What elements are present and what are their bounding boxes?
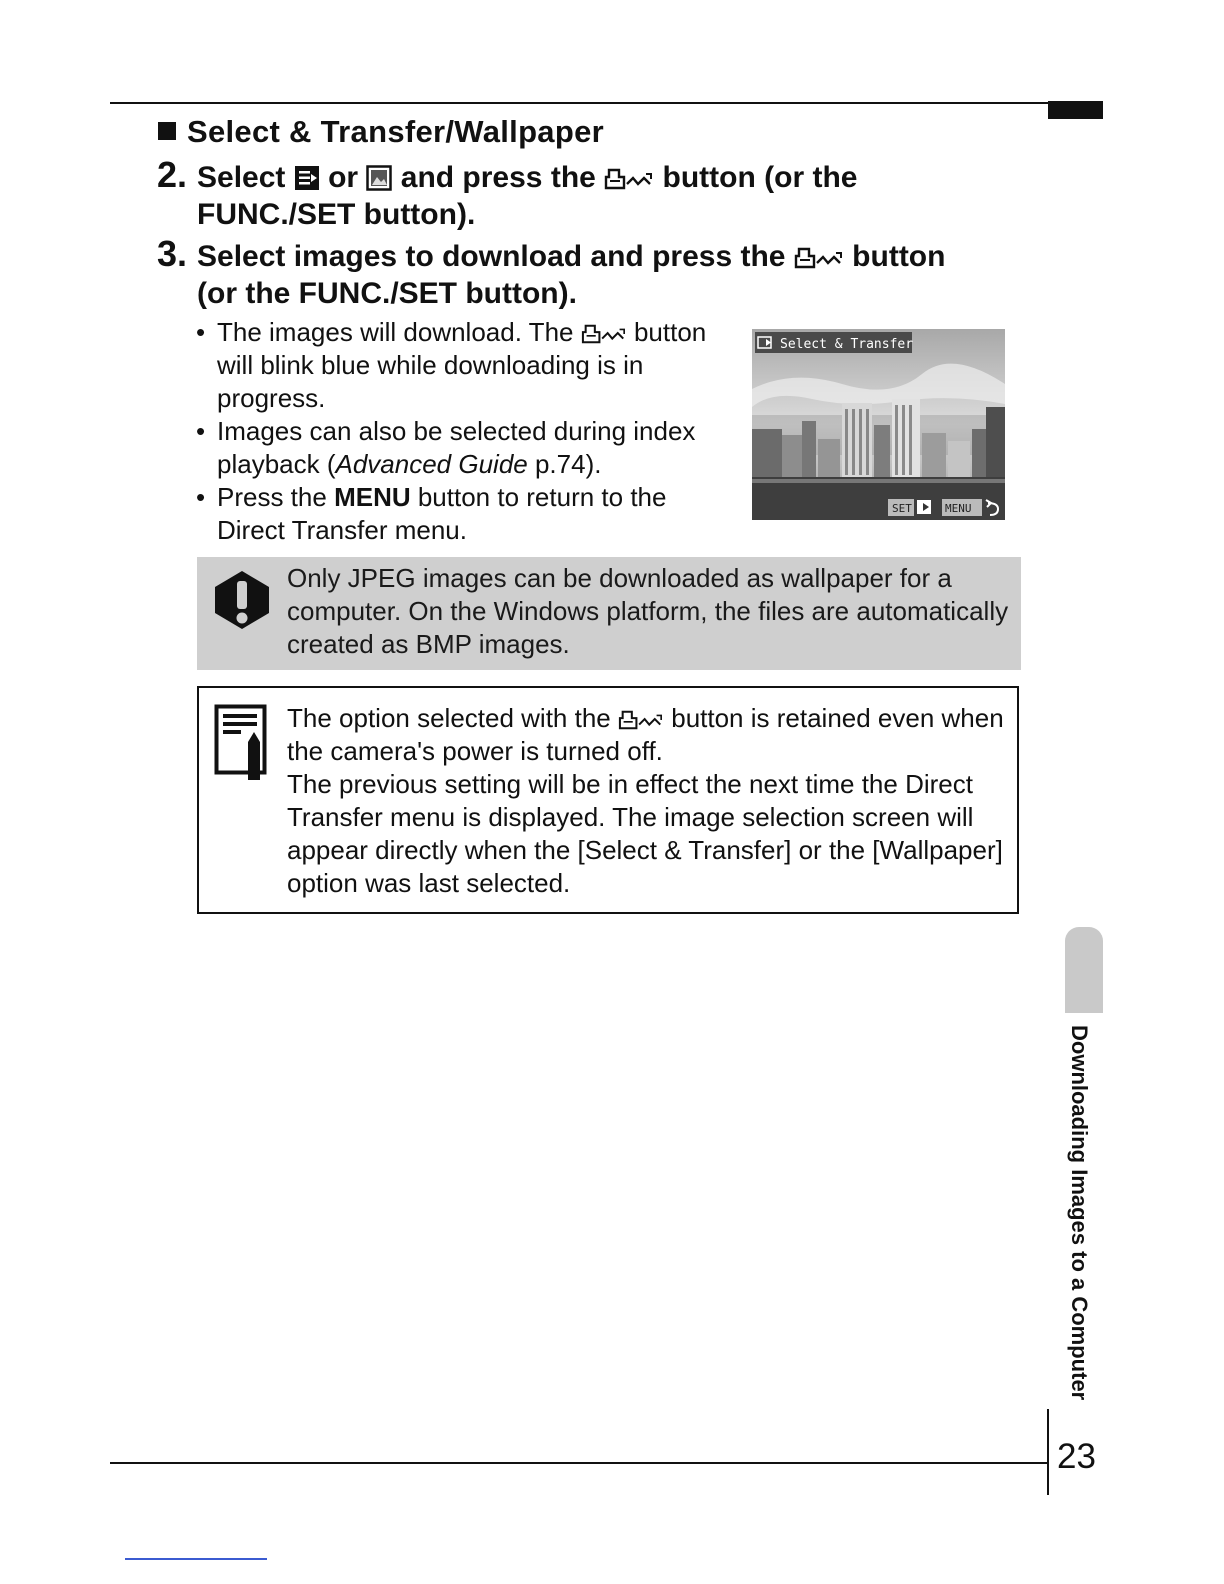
- note-text-part: button is retained even when the camera's power is turned off.: [287, 703, 1004, 766]
- bullet-list: [196, 316, 736, 547]
- chapter-tab-marker: [1065, 927, 1103, 1013]
- step-text-part: button: [852, 240, 946, 273]
- section-heading: [158, 114, 604, 150]
- top-tab-marker: [1048, 101, 1103, 119]
- square-bullet-icon: [158, 122, 176, 140]
- chapter-label: [1063, 1025, 1103, 1405]
- bullet-item: [196, 316, 736, 415]
- bottom-rule: [110, 1462, 1048, 1464]
- caution-box: [197, 557, 1021, 670]
- step-number: 2.: [157, 154, 188, 195]
- page-number-divider: [1047, 1409, 1049, 1495]
- note-text-part: The previous setting will be in effect the next time the Direct Transfer menu is displayed. The image selection screen will appear directly when the [Select & Transfer] or the [Wallpaper] option was last selected.: [287, 769, 1003, 898]
- camera-screen-image: [752, 329, 1005, 520]
- screen-set-label: SET: [892, 502, 912, 515]
- print-share-icon: [604, 167, 654, 191]
- bullet-text: button to return to the Direct Transfer menu.: [217, 482, 667, 545]
- screen-title: Select & Transfer: [780, 337, 914, 352]
- screen-menu-label: MENU: [945, 502, 972, 515]
- caution-icon: [211, 569, 273, 631]
- note-text-part: The option selected with the: [287, 703, 611, 733]
- step-text-part: Select: [197, 161, 286, 194]
- note-icon: [214, 704, 270, 782]
- print-share-icon: [618, 709, 664, 731]
- step-text-part: or: [328, 161, 359, 194]
- bullet-item: [196, 481, 736, 547]
- note-box: [197, 686, 1019, 914]
- step-text: [197, 159, 857, 233]
- scan-artifact-line: [125, 1558, 267, 1560]
- step-text-part: Select images to download and press the: [197, 240, 786, 273]
- bullet-text: button will blink blue while downloading is in progress.: [217, 317, 707, 413]
- menu-button-label: MENU: [334, 482, 411, 512]
- bullet-text: p.74).: [527, 449, 602, 479]
- step-number: 3.: [157, 233, 188, 274]
- bullet-text: Images can also be selected during index playback (: [217, 416, 696, 479]
- step-text-part: and press the: [400, 161, 596, 194]
- bullet-item: [196, 415, 736, 481]
- top-rule: [110, 102, 1103, 104]
- guide-reference: Advanced Guide: [335, 449, 528, 479]
- chapter-title: Downloading Images to a Computer: [1067, 1025, 1092, 1401]
- select-transfer-icon: [294, 165, 320, 191]
- step-text-part: (or the FUNC./SET button).: [197, 277, 577, 310]
- step-text-part: FUNC./SET button).: [197, 198, 476, 231]
- print-share-icon: [794, 246, 844, 270]
- page-number: 23: [1057, 1437, 1096, 1476]
- caution-text: Only JPEG images can be downloaded as wallpaper for a computer. On the Windows platform, the files are automatically created as BMP images.: [287, 563, 1009, 659]
- wallpaper-icon: [366, 165, 392, 191]
- section-title: Select & Transfer/Wallpaper: [187, 114, 604, 149]
- step-text-part: button (or the: [662, 161, 858, 194]
- bullet-text: Press the: [217, 482, 335, 512]
- print-share-icon: [581, 323, 627, 345]
- bullet-text: The images will download. The: [217, 317, 574, 347]
- note-text: [287, 702, 1012, 900]
- step-text: [197, 238, 945, 312]
